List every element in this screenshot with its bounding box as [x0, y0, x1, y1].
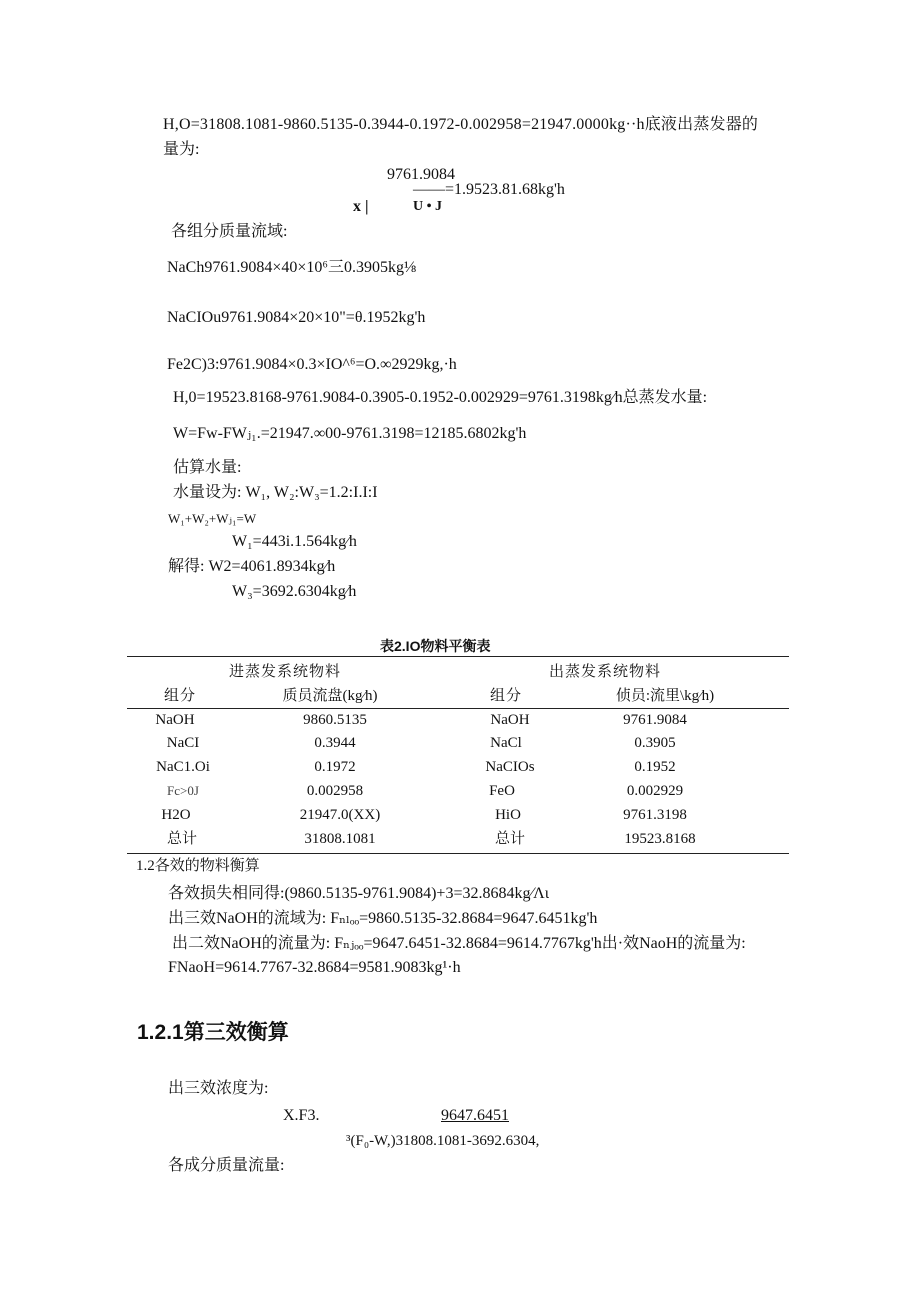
text-third-effect-concentration: 出三效浓度为: — [168, 1080, 269, 1097]
table-col-component-out: 组分 — [489, 688, 522, 704]
fraction-result: ——=1.9523.81.68kg'h — [413, 181, 565, 198]
table-col-flow-out: 侦员:流里\kg⁄h) — [615, 688, 715, 704]
cell-component-in: NaC1.Oi — [156, 759, 210, 775]
equation-first-effect-naoh: FNaoH=9614.7767-32.8684=9581.9083kg¹·h — [168, 959, 461, 976]
cell-flow-in: 0.1972 — [314, 759, 356, 775]
cell-component-out: NaCl — [490, 735, 522, 751]
text-component-flows: 各组分质量流域: — [171, 223, 288, 240]
cell-component-in: H2O — [161, 807, 191, 823]
equation-w3: W₃=3692.6304kg⁄h — [232, 583, 357, 600]
cell-component-in: NaOH — [155, 712, 195, 728]
fraction-numerator: 9761.9084 — [387, 166, 455, 183]
cell-component-in: Fc>0J — [167, 783, 199, 798]
table-top-rule — [127, 656, 789, 657]
equation-h2o-flow: H,0=19523.8168-9761.9084-0.3905-0.1952-0.002929=9761.3198kg⁄h总蒸发水量: — [173, 389, 708, 406]
table-caption: 表2.IO物料平衡表 — [380, 638, 491, 654]
cell-flow-out: 0.002929 — [626, 783, 684, 799]
cell-component-in: NaCI — [166, 735, 200, 751]
fraction-denominator: U • J — [413, 199, 443, 214]
table-bottom-rule — [127, 853, 789, 854]
text-component-mass-flow: 各成分质量流量: — [168, 1157, 285, 1174]
section-heading-1-2-1: 1.2.1第三效衡算 — [137, 1021, 289, 1044]
equation-loss-per-effect: 各效损失相同得:(9860.5135-9761.9084)+3=32.8684kg⁄Λι — [168, 885, 550, 902]
text-water-ratio: 水量设为: W₁, W₂:W₃=1.2:I.I:I — [173, 484, 378, 501]
cell-flow-in: 0.3944 — [314, 735, 356, 751]
cell-flow-out: 9761.3198 — [623, 807, 687, 823]
table-header-in: 进蒸发系统物料 — [228, 664, 341, 680]
table-col-component-in: 组分 — [163, 688, 196, 704]
cell-component-out: NaCIOs — [485, 759, 535, 775]
cell-component-out: 总计 — [494, 831, 525, 847]
table-header-out: 出蒸发系统物料 — [548, 664, 661, 680]
cell-flow-in: 0.002958 — [306, 783, 364, 799]
equation-fe2o3-flow: Fe2C)3:9761.9084×0.3×IO^⁶=O.∞2929kg,·h — [167, 356, 457, 373]
fraction-numerator-concentration: 9647.6451 — [441, 1107, 509, 1124]
cell-flow-in: 21947.0(XX) — [299, 807, 381, 823]
equation-w2: 解得: W2=4061.8934kg⁄h — [168, 558, 336, 575]
text-quantity-is: 量为: — [163, 141, 200, 158]
equation-nacl-flow: NaCh9761.9084×40×10⁶三0.3905kg⅛ — [167, 259, 416, 276]
fraction-denominator-concentration: ³(F₀-W,)31808.1081-3692.6304, — [346, 1133, 540, 1149]
cell-flow-out: 19523.8168 — [624, 831, 696, 847]
cell-component-out: FeO — [489, 783, 515, 799]
fraction-left-symbol: x | — [353, 198, 369, 215]
cell-component-out: HiO — [495, 807, 521, 823]
equation-total-evaporation: W=Fw-FWⱼ₁.=21947.∞00-9761.3198=12185.6802kg'h — [173, 425, 527, 442]
equation-naclo3-flow: NaCIOu9761.9084×20×10"=θ.1952kg'h — [167, 309, 426, 326]
cell-flow-out: 0.3905 — [634, 735, 676, 751]
section-title-1-2: 1.2各效的物料衡算 — [136, 858, 260, 874]
table-header-rule — [127, 708, 789, 709]
table-col-flow-in: 质员流盘(kg⁄h) — [282, 688, 378, 704]
equation-line-h2o-balance: H,O=31808.1081-9860.5135-0.3944-0.1972-0.002958=21947.0000kg··h底液出蒸发器的 — [163, 116, 759, 133]
cell-component-out: NaOH — [490, 712, 530, 728]
text-estimate-water: 估算水量: — [173, 459, 242, 476]
fraction-left-label: X.F3. — [283, 1107, 320, 1124]
cell-flow-in: 31808.1081 — [304, 831, 376, 847]
equation-third-effect-naoh: 出三效NaOH的流域为: Fₙₗₒₒ=9860.5135-32.8684=9647.6451kg'h — [168, 910, 598, 927]
cell-component-in: 总计 — [166, 831, 197, 847]
equation-w1: W₁=443i.1.564kg⁄h — [232, 533, 357, 550]
equation-second-effect-naoh: 出二效NaOH的流量为: Fₙⱼₒₒ=9647.6451-32.8684=9614.7767kg'h出·效NaoH的流量为: — [172, 935, 746, 952]
cell-flow-out: 9761.9084 — [623, 712, 687, 728]
cell-flow-out: 0.1952 — [634, 759, 676, 775]
equation-water-sum: W₁+W₂+Wⱼ₁=W — [168, 511, 257, 526]
cell-flow-in: 9860.5135 — [303, 712, 367, 728]
